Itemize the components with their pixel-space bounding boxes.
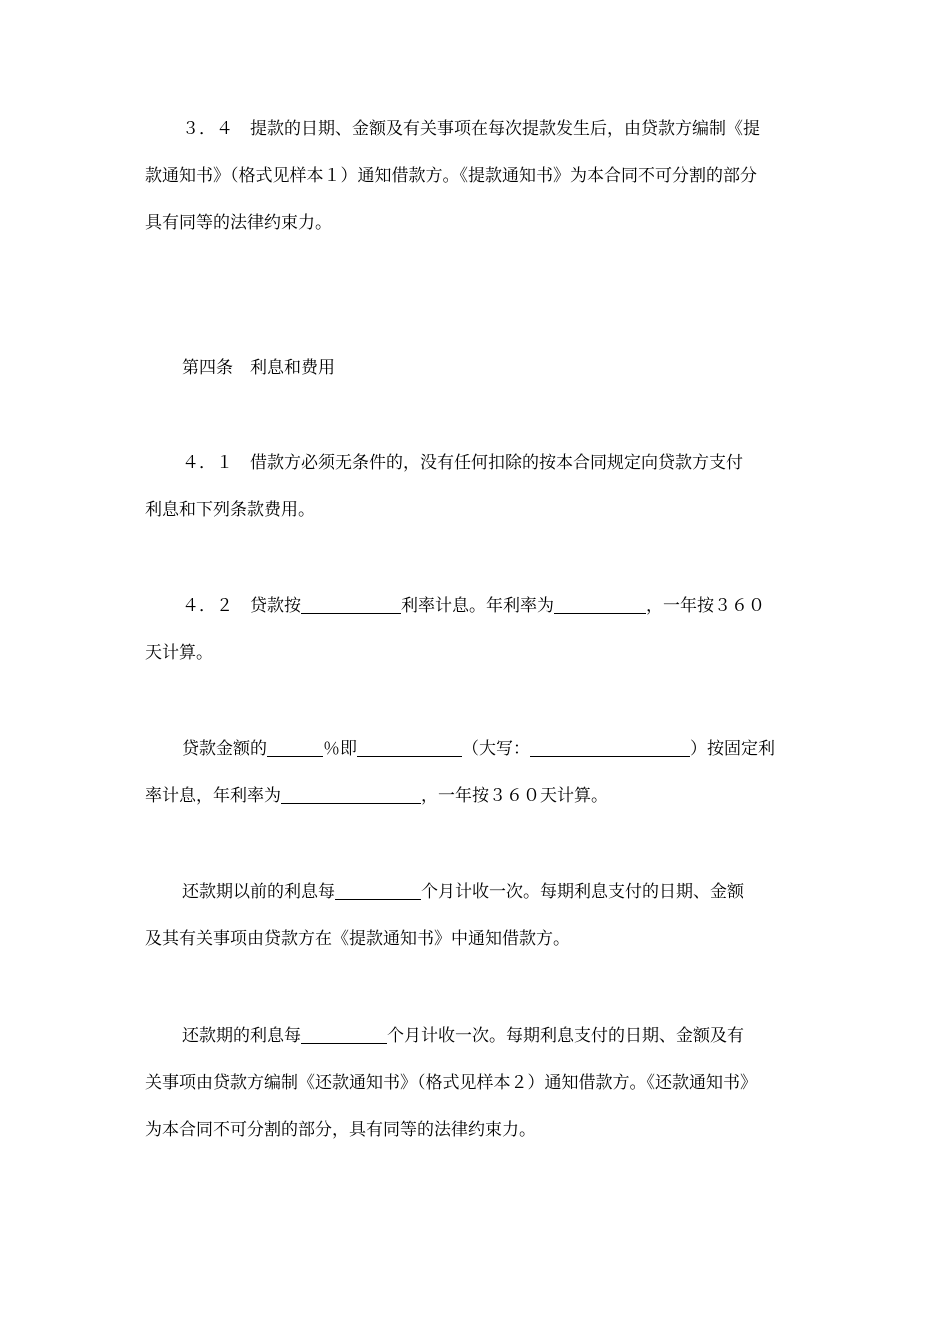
- pre-repayment-interest-clause: [145, 869, 810, 963]
- fixed-rate-clause: [145, 726, 810, 820]
- fixed-annual-rate-blank[interactable]: [281, 785, 421, 804]
- repayment-months-blank[interactable]: [301, 1025, 387, 1044]
- clause-4-1: [145, 440, 810, 534]
- pre-repayment-text-b: 个月计收一次。每期利息支付的日期、金额: [421, 882, 744, 902]
- repayment-text-b: 个月计收一次。每期利息支付的日期、金额及有: [387, 1026, 744, 1046]
- clause-4-1-line-1: ４．１ 借款方必须无条件的，没有任何扣除的按本合同规定向贷款方支付: [182, 453, 743, 473]
- repayment-interest-clause: [145, 1013, 810, 1154]
- percent-blank[interactable]: [267, 738, 323, 757]
- clause-3-4: [145, 106, 810, 247]
- fixed-rate-text-c: （大写：: [462, 739, 530, 759]
- clause-4-1-line-2: 利息和下列条款费用。: [145, 500, 315, 520]
- clause-4-2-line-2: 天计算。: [145, 643, 213, 663]
- annual-rate-blank[interactable]: [554, 595, 646, 614]
- repayment-line-3: 为本合同不可分割的部分，具有同等的法律约束力。: [145, 1120, 536, 1140]
- clause-3-4-line-1: ３．４ 提款的日期、金额及有关事项在每次提款发生后，由贷款方编制《提: [182, 119, 760, 139]
- fixed-rate-text-f: ，一年按３６０天计算。: [421, 786, 608, 806]
- pre-repayment-text-a: 还款期以前的利息每: [182, 882, 335, 902]
- article-4-heading: 第四条 利息和费用: [182, 358, 335, 378]
- clause-4-2-text-a: ４．２ 贷款按: [182, 596, 301, 616]
- clause-4-2-text-b: 利率计息。年利率为: [401, 596, 554, 616]
- fixed-rate-text-d: ）按固定利: [690, 739, 775, 759]
- months-blank[interactable]: [335, 881, 421, 900]
- fixed-rate-text-e: 率计息，年利率为: [145, 786, 281, 806]
- fixed-rate-text-a: 贷款金额的: [182, 739, 267, 759]
- pre-repayment-line-2: 及其有关事项由贷款方在《提款通知书》中通知借款方。: [145, 929, 570, 949]
- repayment-text-a: 还款期的利息每: [182, 1026, 301, 1046]
- clause-4-2-text-c: ，一年按３６０: [646, 596, 765, 616]
- clause-3-4-line-3: 具有同等的法律约束力。: [145, 213, 332, 233]
- amount-blank[interactable]: [357, 738, 462, 757]
- clause-4-2: [145, 583, 810, 677]
- clause-3-4-line-2: 款通知书》（格式见样本１）通知借款方。《提款通知书》为本合同不可分割的部分: [145, 166, 757, 186]
- rate-type-blank[interactable]: [301, 595, 401, 614]
- repayment-line-2: 关事项由贷款方编制《还款通知书》（格式见样本２）通知借款方。《还款通知书》: [145, 1073, 757, 1093]
- article-4-heading-block: [145, 345, 810, 392]
- fixed-rate-text-b: ％即: [323, 739, 357, 759]
- amount-in-words-blank[interactable]: [530, 738, 690, 757]
